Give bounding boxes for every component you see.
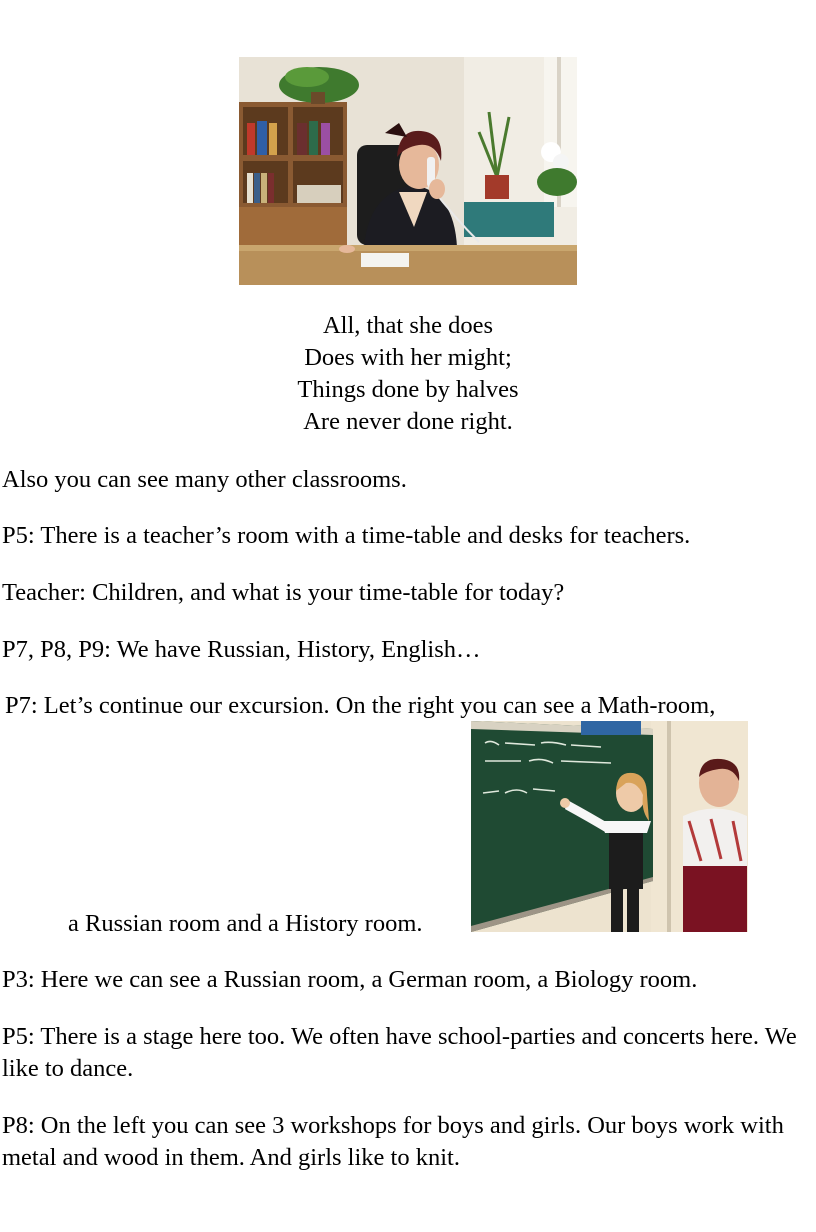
paragraph-timetable-answer: P7, P8, P9: We have Russian, History, English…: [2, 636, 481, 663]
math-room-photo: [471, 721, 748, 932]
paragraph-continue-excursion: P7: Let’s continue our excursion. On the right you can see a Math-room,: [5, 692, 716, 719]
paragraph-teachers-room: P5: There is a teacher’s room with a time-table and desks for teachers.: [2, 522, 691, 549]
paragraph-other-classrooms: Also you can see many other classrooms.: [2, 466, 407, 493]
poem-line: All, that she does: [322, 312, 494, 339]
teacher-office-photo: [239, 57, 577, 285]
paragraph-continue-excursion-end: a Russian room and a History room.: [68, 910, 423, 937]
poem: [208, 310, 608, 438]
poem-line: Are never done right.: [303, 408, 513, 435]
paragraph-russian-room: P3: Here we can see a Russian room, a German room, a Biology room.: [2, 966, 698, 993]
paragraph-workshops: P8: On the left you can see 3 workshops for boys and girls. Our boys work with metal and wood in them. And girls like to knit.: [2, 1112, 784, 1171]
paragraph-stage: P5: There is a stage here too. We often have school-parties and concerts here. We like to dance.: [2, 1023, 797, 1082]
paragraph-teacher-question: Teacher: Children, and what is your time-table for today?: [2, 579, 565, 606]
poem-line: Things done by halves: [297, 376, 519, 403]
poem-line: Does with her might;: [304, 344, 512, 371]
